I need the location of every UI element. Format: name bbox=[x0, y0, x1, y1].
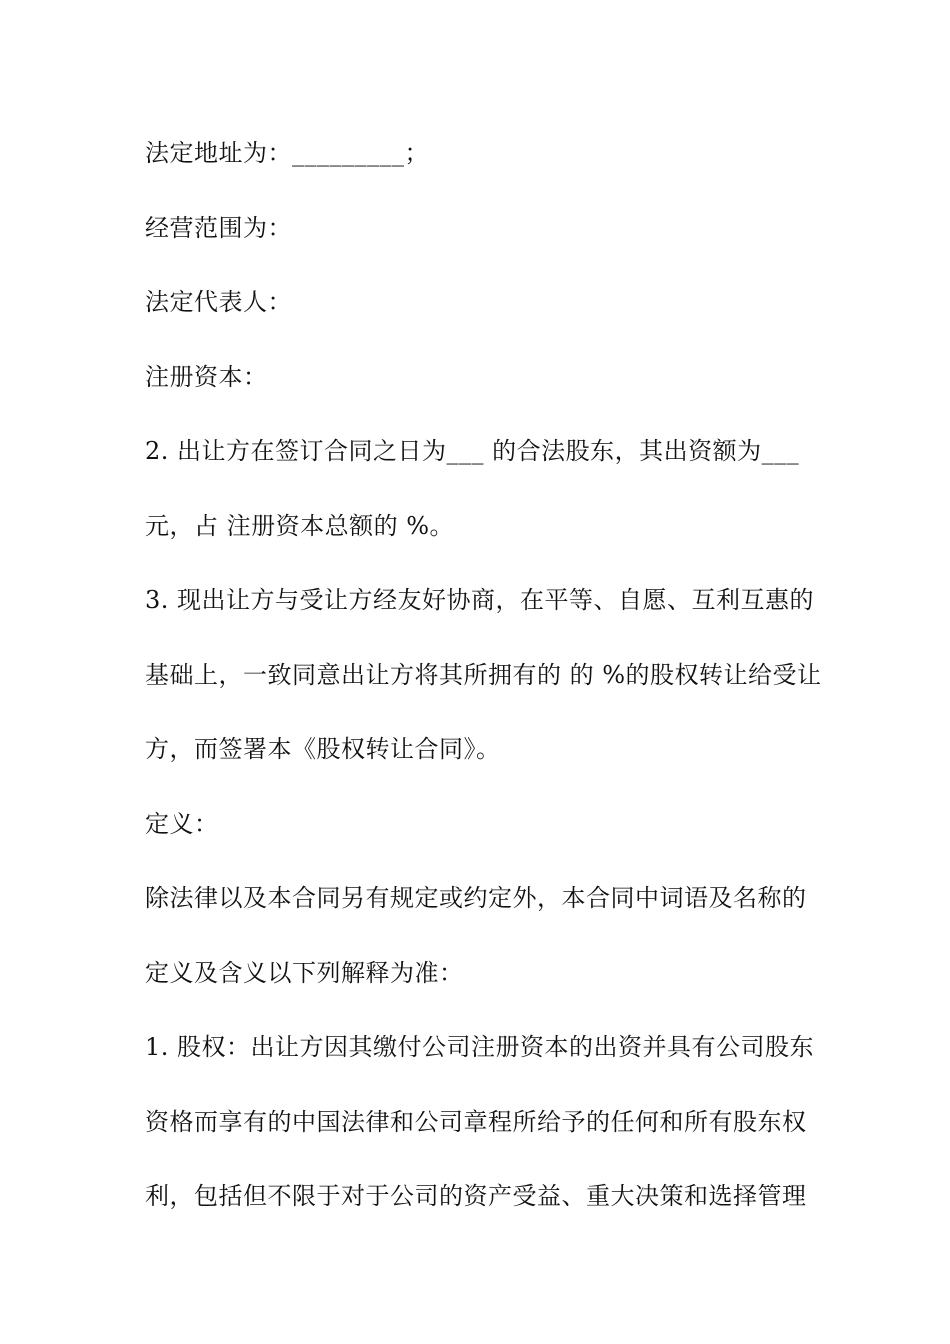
text-line-legal-representative: 法定代表人： bbox=[145, 288, 292, 316]
text-line-definitions-a: 除法律以及本合同另有规定或约定外，本合同中词语及名称的 bbox=[145, 884, 807, 912]
text-line-registered-capital: 注册资本： bbox=[145, 363, 268, 391]
text-line-definitions-b: 定义及含义以下列解释为准： bbox=[145, 959, 464, 987]
text-line-clause-3c: 方，而签署本《股权转让合同》。 bbox=[145, 735, 501, 763]
text-line-clause-2b: 元，占 注册资本总额的 %。 bbox=[145, 512, 455, 540]
text-line-equity-c: 利，包括但不限于对于公司的资产受益、重大决策和选择管理 bbox=[145, 1182, 807, 1210]
text-line-clause-3a: 3. 现出让方与受让方经友好协商，在平等、自愿、互利互惠的 bbox=[145, 586, 815, 614]
text-line-clause-3b: 基础上，一致同意出让方将其所拥有的 的 %的股权转让给受让 bbox=[145, 661, 822, 689]
text-line-equity-a: 1. 股权：出让方因其缴付公司注册资本的出资并具有公司股东 bbox=[145, 1033, 815, 1061]
section-heading-definitions: 定义： bbox=[145, 810, 219, 838]
text-line-business-scope: 经营范围为： bbox=[145, 214, 292, 242]
text-line-clause-2a: 2. 出让方在签订合同之日为___ 的合法股东，其出资额为___ bbox=[145, 437, 800, 465]
text-line-equity-b: 资格而享有的中国法律和公司章程所给予的任何和所有股东权 bbox=[145, 1108, 807, 1136]
text-line-address: 法定地址为：_________； bbox=[145, 139, 429, 167]
